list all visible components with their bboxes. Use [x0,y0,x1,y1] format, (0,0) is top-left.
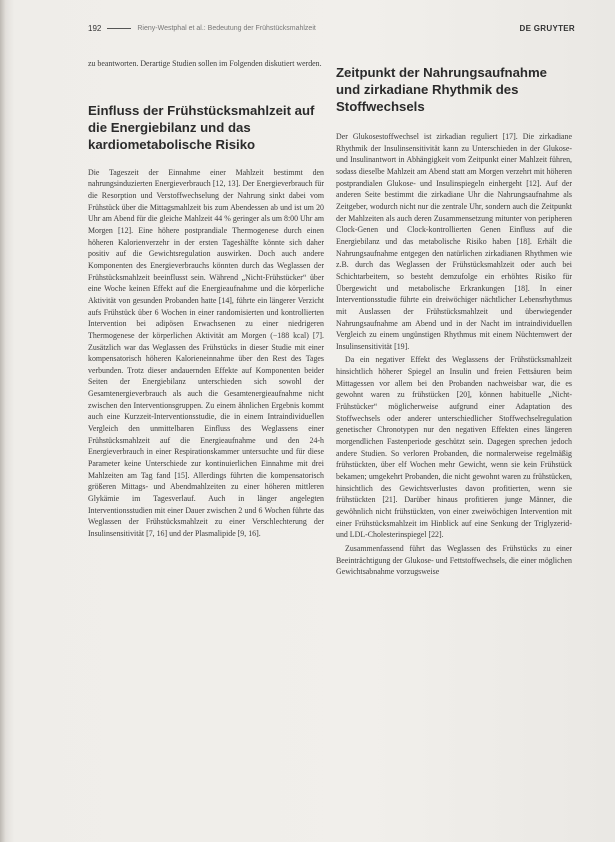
publisher-logo: DE GRUYTER [519,23,575,33]
section-heading-energy: Einfluss der Frühstücksmahlzeit auf die Energiebilanz und das kardiometabolische Risiko [88,102,315,152]
page-spine-shadow [0,0,6,842]
right-column [336,58,572,578]
page-header [88,20,575,36]
left-column [88,58,324,540]
intro-paragraph: zu beantworten. Derartige Studien sollen im Folgenden diskutiert werden. [88,59,322,68]
body-paragraph-circadian-3: Zusammenfassend führt das Weglassen des Frühstücks zu einer Beeinträchtigung der Glukose- und Fettstoffwechsels, die einer möglichen Gewichtsabnahme vorzugsweise [336,543,572,577]
running-title: Rieny-Westphal et al.: Bedeutung der Frühstücksmahlzeit [137,24,316,32]
section-heading-circadian: Zeitpunkt der Nahrungsaufnahme und zirkadiane Rhythmik des Stoffwechsels [336,65,548,114]
body-paragraph-energy: Die Tageszeit der Einnahme einer Mahlzeit bestimmt den nahrungsinduzierten Energieverbrauch [12, 13]. Der Energieverbrauch für die Resorption und Verstoffwechselung der Nahrung sinkt dabei vom Frühstück über die Mittagsmahlzeit bis zum Abendessen ab und ist um 20 Uhr am Abend für die gleiche Mahlzeit 44 % geringer als um 8:00 Uhr am Morgen [12]. Eine höhere postprandiale Thermogenese durch einen höheren Kalorienverzehr in der ersten Tageshälfte könnte sich daher positiv auf die Gewichtsregulation auswirken. Doch auch andere Komponenten des Energieverbrauchs könnten durch das Weglassen der Frühstücksmahlzeit beeinflusst sein. Während „Nicht-Frühstücker“ über eine Woche keinen Effekt auf die Energieaufnahme und die körperliche Aktivität von gesunden Probanden hatte [14], führte ein längerer Verzicht aufs Frühstück über 6 Wochen in einer randomisierten und kontrollierten Intervention bei adipösen Erwachsenen zu einer niedrigeren Thermogenese der körperlichen Aktivität am Morgen (−188 kcal) [7]. Zusätzlich war das Weglassen des Frühstücks in dieser Studie mit einer kompensatorisch höheren Kalorieneinnahme über den Rest des Tages verbunden. Trotz dieser andauernden Effekte auf Komponenten beider Seiten der Energiebilanz unterschieden sich sowohl der Gesamtenergieverbrauch als auch die Gesamtenergieaufnahme nicht zwischen den Interventionsgruppen. Zu einem ähnlichen Ergebnis kommt auch eine Kurzzeit-Interventionsstudie, die in einem Intraindividuellen Vergleich den unmittelbaren Einfluss des Weglassens einer Frühstücksmahlzeit auf die Energieaufnahme und den 24-h Energieverbrauch in einer Respirationskammer untersuchte und für diese Parameter keine Unterschiede zur kontinuierlichen Einnahme mit drei Mahlzeiten am Tag fand [15]. Allerdings führten die kompensatorisch größeren Mittags- und Abendmahlzeiten zu einer höheren mittleren Glykämie im Tagesverlauf. Auch in länger angelegten Interventionsstudien mit einer Dauer zwischen 2 und 6 Wochen führte das Weglassen der Frühstücksmahlzeit zu einer Verschlechterung der Insulinsensitivität [7, 16] und der Plasmalipide [9, 16]. [88,167,324,538]
header-rule [107,28,131,29]
body-paragraph-circadian-2: Da ein negativer Effekt des Weglassens der Frühstücksmahlzeit hinsichtlich höherer Spiegel an Insulin und freien Fettsäuren beim Mittagessen vor allem bei den Probanden nachweisbar war, die es gewohnt waren zu frühstücken [20], können habituelle „Nicht-Frühstücker“ möglicherweise aufgrund einer Adaptation des Stoffwechsels oder anderer unterschiedlicher Stoffwechselregulation genetischer Chronotypen nur den negativen Effekten eines längeren morgendlichen Fastenperiode geschützt sein. Dagegen sprechen jedoch andere Studien. So verloren Probanden, die normalerweise regelmäßig frühstückten, über elf Wochen mehr Gewicht, wenn sie kein Frühstück bekamen; umgekehrt Probanden, die nicht gewohnt waren zu frühstücken, hinsichtlich des Gewichtsverlustes davon profitierten, wenn sie frühstückten [21]. Darüber hinaus profitieren junge Männer, die gewöhnlich nicht frühstückten, von einer zweiwöchigen Intervention mit einer Frühstücksmahlzeit im Hinblick auf eine Senkung der Triglyzerid- und LDL-Cholesterinspiegel [22]. [336,355,572,540]
page-number: 192 [88,23,102,33]
body-paragraph-circadian-1: Der Glukosestoffwechsel ist zirkadian reguliert [17]. Die zirkadiane Rhythmik der Insulinsensitivität kann zu Unterschieden in der Glukose- und Insulinantwort in Abhängigkeit vom Zeitpunkt einer Mahlzeit führen, sodass dieselbe Mahlzeit am Abend statt am Morgen verzehrt mit höheren postprandialen Glukose- und Insulinspiegeln einhergeht [12]. Auf der anderen Seite bestimmt die zirkadiane Uhr die Nahrungsaufnahme als Zeitgeber, wodurch nicht nur die zentrale Uhr, sondern auch die Zeitpunkt der Mahlzeiten als auch deren Zusammensetzung mitunter von peripheren Clock-Genen und Clock-kontrollierten Genen Einfluss auf die Energiebilanz und das metabolische Risiko haben [18]. Erhält die Nahrungsaufnahme entgegen den natürlichen zirkadianen Rhythmen wie z.B. durch das Weglassen der Frühstücksmahlzeit oder auch bei Schichtarbeitern, so besteht demzufolge ein erhöhtes Risiko für Übergewicht und metabolische Erkrankungen [18]. In einer Interventionsstudie führte ein dreiwöchiger nächtlicher Lebensrhythmus mit Auslassen der Frühstücksmahlzeit und überwiegender Nahrungsaufnahme am Abend und in der Nacht im intraindividuellen Vergleich zu einem ungünstigen Rhythmus mit einem Nüchternwert der Insulinsensitivität [19]. [336,132,572,351]
